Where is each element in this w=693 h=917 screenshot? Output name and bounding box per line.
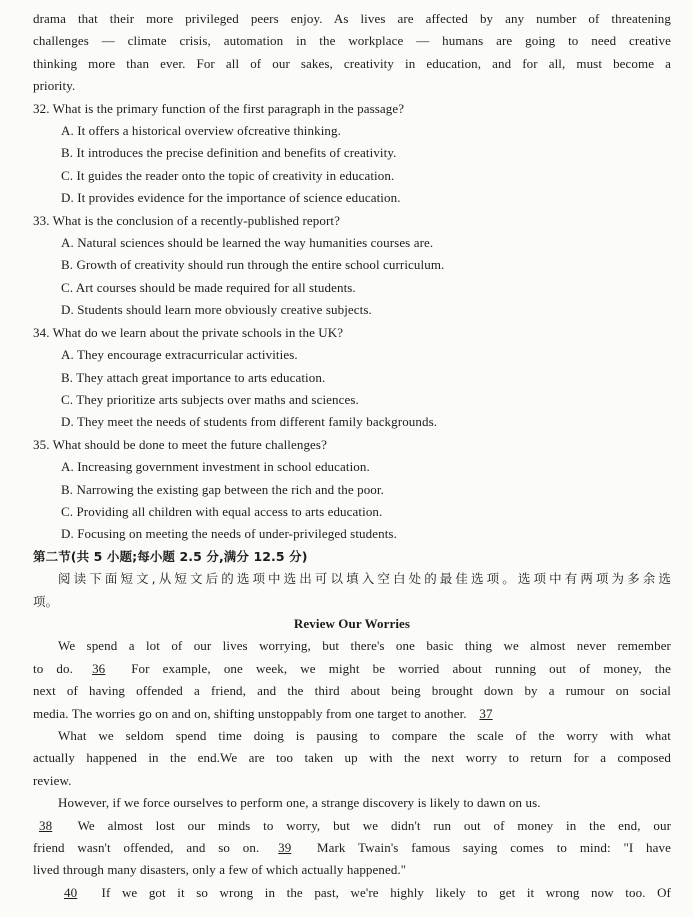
blank-37: 37 xyxy=(479,705,493,721)
passage-line: challenges — climate crisis, automation in the workplace — humans are going to need creative xyxy=(33,33,671,49)
text-span: For example, one week, we might be worried about running out of money, the xyxy=(131,660,671,676)
option-d: D. Focusing on meeting the needs of under-privileged students. xyxy=(61,526,397,542)
option-b: B. It introduces the precise definition and benefits of creativity. xyxy=(61,145,397,161)
section-2 xyxy=(33,546,671,636)
text-span: Mark Twain's famous saying comes to mind: "I have xyxy=(316,840,672,856)
passage-line: However, if we force ourselves to perform one, a strange discovery is likely to dawn on us. xyxy=(58,795,541,811)
option-c: C. They prioritize arts subjects over maths and sciences. xyxy=(61,391,359,407)
passage-line: thinking more than ever. For all of our sakes, creativity in education, and for all, must become a xyxy=(33,55,671,71)
passage-line: review. xyxy=(33,772,72,788)
question-35 xyxy=(33,434,671,546)
question-stem: 35. What should be done to meet the future challenges? xyxy=(33,436,327,452)
question-stem: 34. What do we learn about the private schools in the UK? xyxy=(33,324,344,340)
passage-line: drama that their more privileged peers enjoy. As lives are affected by any number of threatening xyxy=(33,11,671,26)
blank-40: 40 xyxy=(64,884,78,900)
text-span: friend wasn't offended, and so on. xyxy=(33,840,260,856)
section-header: 第二节(共 5 小题;每小题 2.5 分,满分 12.5 分) xyxy=(33,548,308,564)
option-a: A. It offers a historical overview ofcreative thinking. xyxy=(61,123,341,139)
passage-line: priority. xyxy=(33,78,76,94)
passage-line: lived through many disasters, only a few of which actually happened." xyxy=(33,862,407,878)
passage-continuation xyxy=(33,8,671,98)
text-span: If we got it so wrong in the past, we're highly likely to get it wrong now too. Of xyxy=(101,884,671,900)
passage-line xyxy=(33,837,671,859)
blank-36: 36 xyxy=(92,660,106,676)
option-d: D. They meet the needs of students from different family backgrounds. xyxy=(61,414,438,430)
passage-line xyxy=(33,882,671,904)
option-a: A. They encourage extracurricular activities. xyxy=(61,347,298,363)
option-c: C. Art courses should be made required for all students. xyxy=(61,279,356,295)
blank-39: 39 xyxy=(278,840,292,856)
question-stem: 33. What is the conclusion of a recently-published report? xyxy=(33,212,340,228)
passage-title: Review Our Worries xyxy=(293,615,411,631)
question-34 xyxy=(33,322,671,434)
option-b: B. Growth of creativity should run through the entire school curriculum. xyxy=(61,257,445,273)
passage-line: next of having offended a friend, and the third about being brought down by a rumour on social xyxy=(33,683,671,699)
option-a: A. Natural sciences should be learned the way humanities courses are. xyxy=(61,235,434,251)
option-c: C. Providing all children with equal access to arts education. xyxy=(61,503,383,519)
passage-line: We spend a lot of our lives worrying, but there's one basic thing we almost never remember xyxy=(58,638,671,654)
passage-line: actually happened in the end.We are too taken up with the next worry to return for a composed xyxy=(33,750,671,766)
text-span: media. The worries go on and on, shifting unstoppably from one target to another. xyxy=(33,705,467,721)
passage-line xyxy=(33,815,671,837)
question-33 xyxy=(33,210,671,322)
question-stem: 32. What is the primary function of the first paragraph in the passage? xyxy=(33,100,405,116)
option-b: B. They attach great importance to arts education. xyxy=(61,369,326,385)
option-b: B. Narrowing the existing gap between the rich and the poor. xyxy=(61,481,384,497)
option-c: C. It guides the reader onto the topic of creativity in education. xyxy=(61,167,395,183)
text-span: to do. xyxy=(33,660,73,676)
question-32 xyxy=(33,98,671,210)
text-span: We almost lost our minds to worry, but we didn't run out of money in the end, our xyxy=(77,817,671,833)
option-d: D. It provides evidence for the importance of science education. xyxy=(61,190,401,206)
passage-line xyxy=(33,703,671,725)
section-instruction-cont: 项。 xyxy=(33,593,59,609)
passage-line: What we seldom spend time doing is pausing to compare the scale of the worry with what xyxy=(58,728,671,743)
option-d: D. Students should learn more obviously creative subjects. xyxy=(61,302,372,318)
section-instruction: 阅读下面短文,从短文后的选项中选出可以填入空白处的最佳选项。选项中有两项为多余选 xyxy=(58,571,671,587)
blank-38: 38 xyxy=(39,817,53,833)
option-a: A. Increasing government investment in school education. xyxy=(61,459,370,475)
passage-line xyxy=(33,658,671,680)
cloze-passage xyxy=(33,635,671,904)
